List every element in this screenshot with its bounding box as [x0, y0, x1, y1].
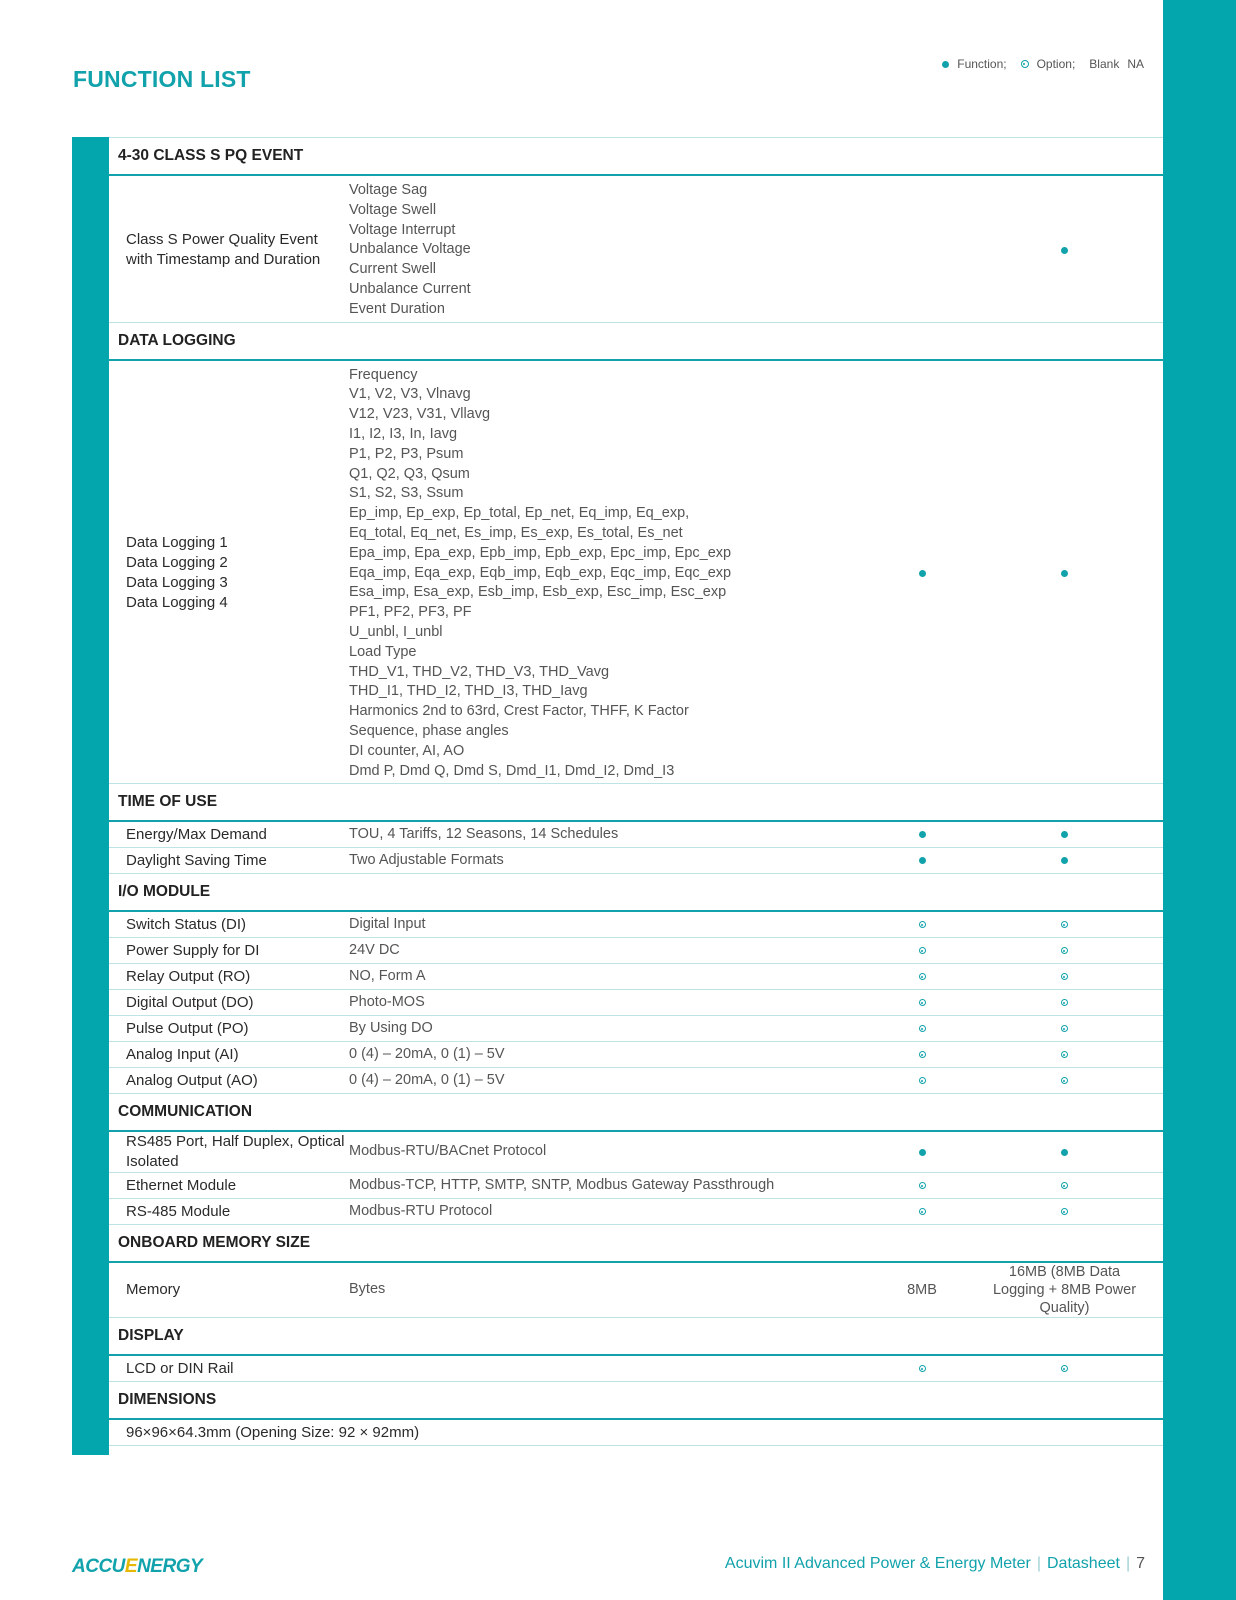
- column-a-cell: [854, 848, 990, 873]
- function-label: Analog Output (AO): [126, 1071, 258, 1089]
- column-b-cell: [1059, 1420, 1164, 1445]
- table-row: [109, 1356, 1163, 1382]
- function-line: Data Logging 1: [126, 534, 228, 552]
- option-circle-icon: [919, 947, 926, 954]
- column-a-cell: [854, 1016, 990, 1041]
- option-circle-icon: [919, 1077, 926, 1084]
- section-header: DISPLAY: [109, 1318, 1163, 1356]
- function-name: [109, 1199, 345, 1224]
- description-line: TOU, 4 Tariffs, 12 Seasons, 14 Schedules: [349, 825, 619, 842]
- function-name: [109, 1173, 345, 1198]
- function-name: [109, 1132, 345, 1172]
- description-line: Sequence, phase angles: [349, 722, 509, 739]
- description: [345, 181, 854, 320]
- legend-option: Option;: [1021, 57, 1076, 71]
- option-circle-icon: [1061, 1365, 1068, 1372]
- column-a-cell: [854, 1173, 990, 1198]
- table-row: [109, 822, 1163, 848]
- description-line: 0 (4) – 20mA, 0 (1) – 5V: [349, 1045, 505, 1062]
- page-title: FUNCTION LIST: [73, 66, 251, 92]
- option-circle-icon: [1061, 1077, 1068, 1084]
- column-a-cell: [854, 1132, 990, 1172]
- option-circle-icon: [919, 999, 926, 1006]
- description-line: Modbus-RTU/BACnet Protocol: [349, 1143, 547, 1160]
- function-label: RS485 Port, Half Duplex, Optical Isolated: [126, 1133, 345, 1171]
- option-circle-icon: [1061, 1182, 1068, 1189]
- description-line: Photo-MOS: [349, 993, 425, 1010]
- description-line: Bytes: [349, 1281, 386, 1298]
- left-accent-bar: [72, 137, 109, 1455]
- option-circle-icon: [919, 1051, 926, 1058]
- description-line: Voltage Sag: [349, 182, 428, 198]
- description: [345, 1068, 854, 1093]
- table-row: [109, 964, 1163, 990]
- option-circle-icon: [1061, 947, 1068, 954]
- description-line: Eq_total, Eq_net, Es_imp, Es_exp, Es_total, Es_net: [349, 524, 683, 541]
- table-row: [109, 1068, 1163, 1094]
- column-b-cell: [990, 912, 1139, 937]
- function-name: [109, 848, 345, 873]
- column-a-cell: [854, 181, 990, 320]
- table-row: [109, 176, 1163, 323]
- table-row: [109, 1420, 1163, 1446]
- description-line: Modbus-RTU Protocol: [349, 1202, 493, 1219]
- description-line: I1, I2, I3, In, Iavg: [349, 425, 458, 442]
- description-line: Frequency: [349, 366, 418, 383]
- function-name: [109, 1068, 345, 1093]
- table-row: [109, 990, 1163, 1016]
- column-a-cell: [963, 1420, 1058, 1445]
- description: [605, 1420, 963, 1445]
- description-line: U_unbl, I_unbl: [349, 623, 443, 640]
- function-label: Energy/Max Demand: [126, 825, 267, 843]
- description-line: Digital Input: [349, 915, 426, 932]
- footer-product: Acuvim II Advanced Power & Energy Meter: [724, 1555, 1031, 1572]
- description-line: Event Duration: [349, 300, 445, 317]
- description-line: Load Type: [349, 643, 417, 660]
- function-label: Digital Output (DO): [126, 993, 254, 1011]
- option-circle-icon: [919, 973, 926, 980]
- function-name: [109, 1016, 345, 1041]
- description-line: 24V DC: [349, 941, 400, 958]
- section-header: 4-30 CLASS S PQ EVENT: [109, 138, 1163, 176]
- table-row: [109, 1132, 1163, 1173]
- description: [345, 1263, 854, 1317]
- column-b-cell: [990, 1042, 1139, 1067]
- description-line: V1, V2, V3, Vlnavg: [349, 386, 471, 403]
- function-dot-icon: [1061, 831, 1068, 838]
- function-label: Switch Status (DI): [126, 915, 247, 933]
- table-row: [109, 1199, 1163, 1225]
- legend-blank: Blank NA: [1089, 57, 1144, 71]
- column-a-cell: [854, 1263, 990, 1317]
- footer-doc: Datasheet: [1047, 1555, 1120, 1572]
- description-line: Dmd P, Dmd Q, Dmd S, Dmd_I1, Dmd_I2, Dmd_I3: [349, 762, 675, 779]
- description: [345, 1042, 854, 1067]
- function-line: Data Logging 2: [126, 554, 228, 572]
- function-label: RS-485 Module: [126, 1202, 231, 1220]
- description-line: 0 (4) – 20mA, 0 (1) – 5V: [349, 1071, 505, 1088]
- table-row: [109, 912, 1163, 938]
- column-b-cell: [990, 1132, 1139, 1172]
- description-line: Q1, Q2, Q3, Qsum: [349, 465, 470, 482]
- column-a-cell: [854, 912, 990, 937]
- function-line: Data Logging 3: [126, 574, 228, 592]
- column-a-cell: [854, 964, 990, 989]
- description-line: P1, P2, P3, Psum: [349, 445, 464, 462]
- function-table: [109, 137, 1163, 1446]
- function-name: [109, 181, 345, 320]
- description: [345, 1173, 854, 1198]
- function-name: [109, 1420, 605, 1445]
- option-circle-icon: [919, 1365, 926, 1372]
- page-number: 7: [1136, 1555, 1145, 1572]
- column-b-cell: [990, 938, 1139, 963]
- option-circle-icon: [1061, 999, 1068, 1006]
- function-name: [109, 912, 345, 937]
- footer-info: Acuvim II Advanced Power & Energy Meter | Datasheet | 7: [724, 1555, 1145, 1572]
- description-line: THD_V1, THD_V2, THD_V3, THD_Vavg: [349, 663, 610, 680]
- table-row: [109, 1173, 1163, 1199]
- function-label: Relay Output (RO): [126, 967, 251, 985]
- option-circle-icon: [1061, 1025, 1068, 1032]
- section-header: TIME OF USE: [109, 784, 1163, 822]
- option-circle-icon: [1061, 1208, 1068, 1215]
- column-b-cell: [990, 822, 1139, 847]
- option-circle-icon: [1061, 921, 1068, 928]
- column-a-value: 8MB: [907, 1282, 937, 1299]
- description-line: NO, Form A: [349, 967, 426, 984]
- function-label: Class S Power Quality Event with Timestamp and Duration: [126, 231, 321, 269]
- column-b-value: 16MB (8MB Data Logging + 8MB Power Quality): [992, 1264, 1137, 1317]
- description-line: THD_I1, THD_I2, THD_I3, THD_Iavg: [349, 683, 588, 700]
- function-name: [109, 938, 345, 963]
- description-line: Ep_imp, Ep_exp, Ep_total, Ep_net, Eq_imp, Eq_exp,: [349, 505, 690, 522]
- column-a-cell: [854, 990, 990, 1015]
- description-line: V12, V23, V31, Vllavg: [349, 406, 491, 423]
- description: [345, 822, 854, 847]
- option-circle-icon: [1021, 60, 1029, 68]
- column-a-cell: [854, 1042, 990, 1067]
- column-b-cell: [990, 181, 1139, 320]
- description-line: Esa_imp, Esa_exp, Esb_imp, Esb_exp, Esc_imp, Esc_exp: [349, 584, 727, 601]
- table-row: [109, 1263, 1163, 1318]
- description: [345, 1199, 854, 1224]
- option-circle-icon: [919, 921, 926, 928]
- description-line: Modbus-TCP, HTTP, SMTP, SNTP, Modbus Gateway Passthrough: [349, 1176, 775, 1193]
- right-accent-band: [1163, 0, 1236, 1600]
- function-line: Data Logging 4: [126, 594, 228, 612]
- function-label: LCD or DIN Rail: [126, 1359, 234, 1377]
- column-a-cell: [854, 1068, 990, 1093]
- option-circle-icon: [919, 1182, 926, 1189]
- legend-function: Function;: [942, 57, 1006, 71]
- function-name: [109, 990, 345, 1015]
- table-row: [109, 1042, 1163, 1068]
- description-line: Unbalance Current: [349, 280, 471, 297]
- description: [345, 990, 854, 1015]
- function-dot-icon: [1061, 1149, 1068, 1156]
- function-dot-icon: [1061, 857, 1068, 864]
- function-label: Analog Input (AI): [126, 1045, 239, 1063]
- function-dot-icon: [919, 831, 926, 838]
- description-line: Voltage Interrupt: [349, 221, 456, 238]
- function-name: [109, 1356, 345, 1381]
- section-header: I/O MODULE: [109, 874, 1163, 912]
- description-line: Voltage Swell: [349, 201, 437, 218]
- function-dot-icon: [919, 857, 926, 864]
- description: [345, 938, 854, 963]
- description-line: DI counter, AI, AO: [349, 742, 465, 759]
- company-logo: ACCUENERGY: [72, 1556, 203, 1577]
- column-b-cell: [990, 366, 1139, 782]
- description-line: Current Swell: [349, 261, 437, 278]
- table-row: [109, 361, 1163, 785]
- option-circle-icon: [1061, 1051, 1068, 1058]
- function-label: Ethernet Module: [126, 1176, 237, 1194]
- function-dot-icon: [942, 61, 949, 68]
- function-label: 96×96×64.3mm (Opening Size: 92 × 92mm): [126, 1423, 420, 1441]
- function-dot-icon: [1061, 570, 1068, 577]
- description: [345, 912, 854, 937]
- function-label: Daylight Saving Time: [126, 851, 267, 869]
- function-label: Memory: [126, 1281, 181, 1299]
- function-name: [109, 964, 345, 989]
- option-circle-icon: [919, 1025, 926, 1032]
- column-a-cell: [854, 1356, 990, 1381]
- function-dot-icon: [1061, 247, 1068, 254]
- column-b-cell: [990, 1016, 1139, 1041]
- column-a-cell: [854, 1199, 990, 1224]
- function-name: [109, 1042, 345, 1067]
- description-line: Unbalance Voltage: [349, 241, 471, 258]
- column-b-cell: [990, 1068, 1139, 1093]
- description-line: Harmonics 2nd to 63rd, Crest Factor, THFF, K Factor: [349, 703, 689, 720]
- function-label: Power Supply for DI: [126, 941, 260, 959]
- function-name: [109, 366, 345, 782]
- option-circle-icon: [1061, 973, 1068, 980]
- legend: [928, 57, 1144, 71]
- column-a-cell: [854, 366, 990, 782]
- option-circle-icon: [919, 1208, 926, 1215]
- column-b-cell: [990, 1356, 1139, 1381]
- section-header: DIMENSIONS: [109, 1382, 1163, 1420]
- description: [345, 1132, 854, 1172]
- column-b-cell: [990, 848, 1139, 873]
- description-line: By Using DO: [349, 1019, 433, 1036]
- description-line: Eqa_imp, Eqa_exp, Eqb_imp, Eqb_exp, Eqc_imp, Eqc_exp: [349, 564, 732, 581]
- description: [345, 366, 854, 782]
- description-line: Two Adjustable Formats: [349, 851, 504, 868]
- description: [345, 964, 854, 989]
- column-b-cell: [990, 990, 1139, 1015]
- function-dot-icon: [919, 570, 926, 577]
- function-dot-icon: [919, 1149, 926, 1156]
- column-b-cell: [990, 1199, 1139, 1224]
- description: [345, 848, 854, 873]
- table-row: [109, 1016, 1163, 1042]
- column-a-cell: [854, 822, 990, 847]
- description-line: PF1, PF2, PF3, PF: [349, 604, 472, 621]
- section-header: DATA LOGGING: [109, 323, 1163, 361]
- description-line: S1, S2, S3, Ssum: [349, 485, 464, 502]
- function-name: [109, 1263, 345, 1317]
- table-row: [109, 938, 1163, 964]
- section-header: ONBOARD MEMORY SIZE: [109, 1225, 1163, 1263]
- description-line: Epa_imp, Epa_exp, Epb_imp, Epb_exp, Epc_imp, Epc_exp: [349, 544, 732, 561]
- section-header: COMMUNICATION: [109, 1094, 1163, 1132]
- description: [345, 1016, 854, 1041]
- description: [345, 1356, 854, 1381]
- table-row: [109, 848, 1163, 874]
- column-a-cell: [854, 938, 990, 963]
- function-name: [109, 822, 345, 847]
- function-label: Pulse Output (PO): [126, 1019, 249, 1037]
- column-b-cell: [990, 1173, 1139, 1198]
- column-b-cell: [990, 964, 1139, 989]
- column-b-cell: [990, 1263, 1139, 1317]
